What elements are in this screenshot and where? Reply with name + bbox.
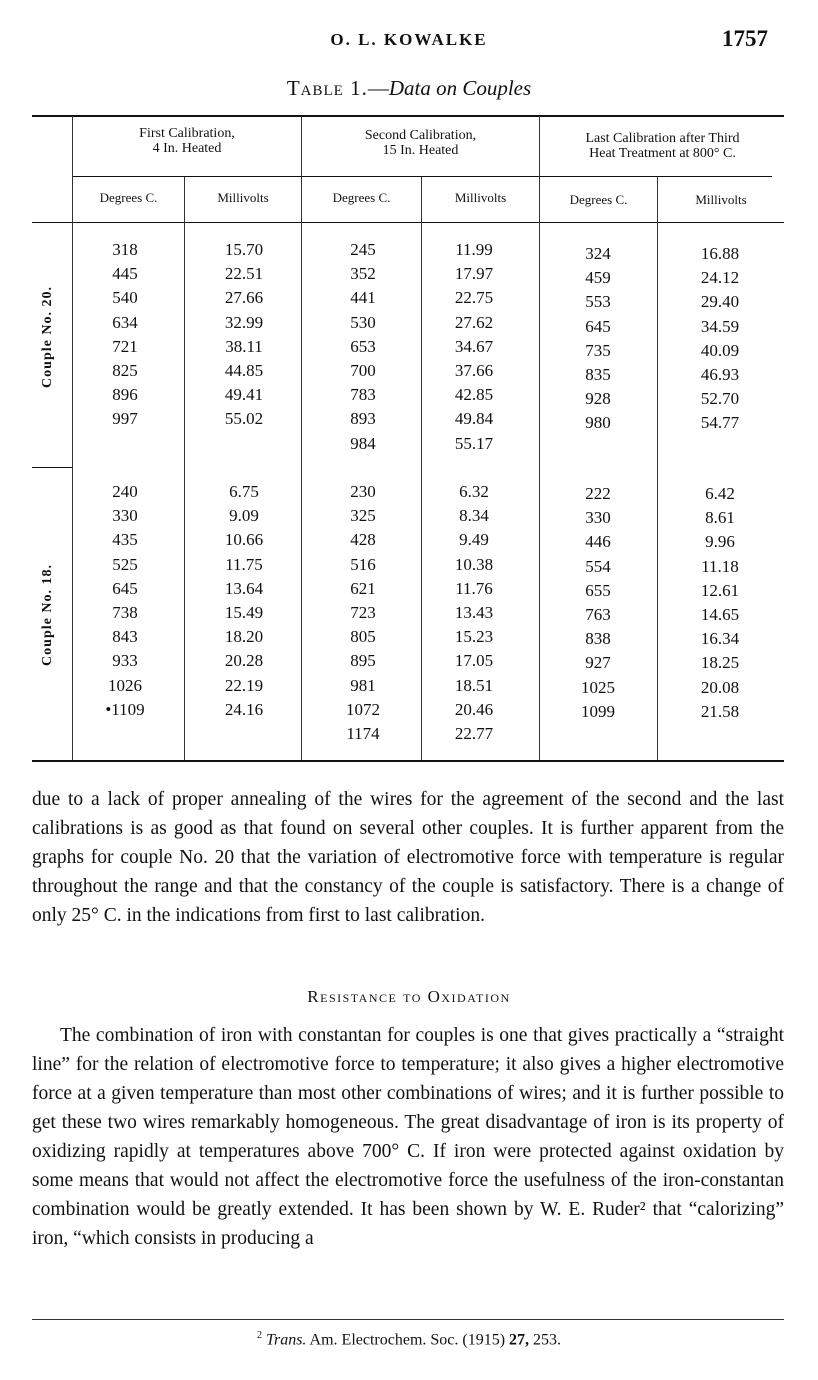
column-header: Degrees C. xyxy=(569,192,628,207)
couple-18-label-text: Couple No. 18. xyxy=(40,564,55,666)
table-cell: 530 xyxy=(350,312,376,332)
table-cell: 984 xyxy=(350,433,376,453)
table-cell: 6.75 xyxy=(229,482,259,501)
group-header-line: First Calibration, xyxy=(139,126,235,141)
block-separator-rule xyxy=(32,467,72,468)
table-cell: 763 xyxy=(585,605,611,624)
table-title-dash: — xyxy=(367,76,389,100)
table-title xyxy=(0,76,818,101)
table-cell: 34.59 xyxy=(700,316,740,336)
running-head xyxy=(0,26,818,56)
table-cell: 46.93 xyxy=(700,365,740,384)
column-divider-2 xyxy=(421,177,422,760)
paragraph-resistance: The combination of iron with constantan for couples is one that gives practically a “straight line” for the relation of electromotive force to temperature; it also gives a higher electromotive force at a given temperature than most other combinations of wires; and it is further possible to get these two wires remarkably homogeneous. The great disadvantage of iron is its property of oxidizing rapidly at temperatures above 700° C. If iron were protected against oxidation by some means that would not affect the electromotive force the usefulness of the iron-constantan combination would be greatly extended. It has been shown by W. E. Ruder² that “calorizing” iron, “which consists in producing a xyxy=(32,1025,784,1249)
table-cell: 459 xyxy=(585,268,611,288)
page-number: 1757 xyxy=(722,26,768,51)
table-cell: 721 xyxy=(112,336,138,356)
table-cell: 997 xyxy=(112,409,138,429)
table-cell: 805 xyxy=(350,627,376,647)
table-cell: 15.70 xyxy=(224,240,264,259)
table-cell: 1026 xyxy=(108,675,142,695)
footnote-journal: Trans. xyxy=(265,1331,307,1349)
table-cell: 230 xyxy=(350,482,376,501)
table-cell: 525 xyxy=(112,554,138,574)
table-cell: 655 xyxy=(585,580,611,600)
table-cell: 441 xyxy=(350,288,376,308)
footnote xyxy=(0,1330,818,1349)
table-cell: 330 xyxy=(112,506,138,526)
column-header: Degrees C. xyxy=(99,190,158,205)
group-header-line: Last Calibration after Third xyxy=(585,131,740,146)
table-cell: 27.66 xyxy=(224,288,264,308)
table-cell: 928 xyxy=(585,389,611,409)
table-cell: 17.05 xyxy=(454,651,494,671)
table-cell: 8.61 xyxy=(705,508,735,528)
table-cell: 516 xyxy=(350,554,376,574)
table-cell: 22.75 xyxy=(454,288,494,308)
table-cell: 245 xyxy=(350,240,376,259)
table-cell: 17.97 xyxy=(454,264,494,284)
table-cell: 700 xyxy=(350,361,376,380)
table-cell: 895 xyxy=(350,651,376,671)
table-cell: 38.11 xyxy=(225,336,263,356)
table-cell: 49.84 xyxy=(454,409,494,429)
table-cell: 893 xyxy=(350,409,376,429)
table-cell: 9.96 xyxy=(705,532,735,552)
table-cell: 738 xyxy=(112,603,138,622)
table-cell: 428 xyxy=(350,530,376,550)
table-cell: 44.85 xyxy=(224,361,264,380)
table-cell: 22.77 xyxy=(454,724,494,743)
footnote-volume: 27, xyxy=(509,1331,530,1349)
table-cell: 22.19 xyxy=(224,675,264,695)
table-cell: 352 xyxy=(350,264,376,284)
footnote-text: Am. Electrochem. Soc. (1915) xyxy=(306,1331,510,1349)
table-left-border xyxy=(72,116,73,760)
table-cell: 16.88 xyxy=(700,244,740,263)
header-mid-rule xyxy=(72,176,772,177)
table-cell: 11.99 xyxy=(455,240,493,259)
column-header: Millivolts xyxy=(217,190,269,205)
table-cell: 20.08 xyxy=(700,677,740,697)
table-cell: 645 xyxy=(112,578,138,598)
table-cell: 32.99 xyxy=(224,312,264,332)
table-cell: 1025 xyxy=(581,677,615,697)
table-cell: 29.40 xyxy=(700,292,740,312)
table-cell: 12.61 xyxy=(700,580,740,600)
table-cell: 24.16 xyxy=(224,699,264,719)
footnote-pages: 253. xyxy=(529,1331,562,1349)
table-cell: 34.67 xyxy=(454,336,494,356)
table-cell: 645 xyxy=(585,316,611,336)
table-cell: 825 xyxy=(112,361,138,380)
table-top-rule xyxy=(32,115,784,117)
table-cell: 52.70 xyxy=(700,389,740,409)
group-header-line: 4 In. Heated xyxy=(152,141,222,156)
table-cell: 10.66 xyxy=(224,530,264,550)
table-cell: 13.64 xyxy=(224,578,264,598)
table-cell: 843 xyxy=(112,627,138,647)
table-cell: 653 xyxy=(350,336,376,356)
column-divider-3 xyxy=(657,177,658,760)
table-cell: 20.28 xyxy=(224,651,264,671)
table-cell: 6.42 xyxy=(705,484,735,503)
group-header-second xyxy=(303,128,538,158)
table-cell: 21.58 xyxy=(700,701,740,721)
table-cell: 446 xyxy=(585,532,611,552)
section-heading: Resistance to Oxidation xyxy=(307,987,511,1006)
table-cell: 14.65 xyxy=(700,605,740,624)
table-cell: 835 xyxy=(585,365,611,384)
table-cell: •1109 xyxy=(105,699,145,719)
table-cell: 981 xyxy=(350,675,376,695)
author-name: O. L. KOWALKE xyxy=(330,30,488,49)
table-cell: 18.25 xyxy=(700,653,740,673)
table-cell: 927 xyxy=(585,653,611,673)
table-cell: 20.46 xyxy=(454,699,494,719)
group-header-line: Heat Treatment at 800° C. xyxy=(589,146,736,161)
table-cell: 783 xyxy=(350,385,376,405)
table-cell: 735 xyxy=(585,340,611,360)
table-cell: 16.34 xyxy=(700,629,740,649)
table-cell: 49.41 xyxy=(224,385,264,405)
table-cell: 15.49 xyxy=(224,603,264,622)
table-cell: 896 xyxy=(112,385,138,405)
table-cell: 24.12 xyxy=(700,268,740,288)
footnote-marker: 2 xyxy=(256,1330,262,1341)
table-cell: 325 xyxy=(350,506,376,526)
table-title-prefix: Table 1. xyxy=(286,76,368,100)
table-cell: 9.09 xyxy=(229,506,259,526)
table-cell: 222 xyxy=(585,484,611,503)
table-cell: 9.49 xyxy=(459,530,489,550)
table-cell: 6.32 xyxy=(459,482,489,501)
table-cell: 330 xyxy=(585,508,611,528)
couple-20-label-text: Couple No. 20. xyxy=(40,286,55,388)
header-bottom-rule xyxy=(32,222,784,223)
table-cell: 838 xyxy=(585,629,611,649)
table-cell: 11.18 xyxy=(701,556,739,576)
table-cell: 18.20 xyxy=(224,627,264,647)
group-divider-2 xyxy=(539,116,540,760)
table-cell: 11.76 xyxy=(455,578,493,598)
table-cell: 980 xyxy=(585,413,611,433)
table-cell: 933 xyxy=(112,651,138,671)
table-cell: 324 xyxy=(585,244,611,263)
table-cell: 318 xyxy=(112,240,138,259)
column-header: Millivolts xyxy=(695,192,747,207)
table-cell: 435 xyxy=(112,530,138,550)
column-header: Millivolts xyxy=(454,190,507,205)
table-cell: 15.23 xyxy=(454,627,494,647)
table-cell: 10.38 xyxy=(454,554,494,574)
table-cell: 723 xyxy=(350,603,376,622)
table-bottom-rule xyxy=(32,760,784,762)
table-cell: 55.17 xyxy=(454,433,494,453)
table-cell: 42.85 xyxy=(454,385,494,405)
column-divider-1 xyxy=(184,177,185,760)
table-cell: 13.43 xyxy=(454,603,494,622)
table-cell: 240 xyxy=(112,482,138,501)
table-title-italic: Data on Couples xyxy=(388,76,532,100)
table-cell: 1174 xyxy=(346,724,380,743)
table-cell: 553 xyxy=(585,292,611,312)
table-cell: 54.77 xyxy=(700,413,740,433)
table-cell: 40.09 xyxy=(700,340,740,360)
table-cell: 27.62 xyxy=(454,312,494,332)
column-header: Degrees C. xyxy=(332,190,391,205)
paragraph-continuation: due to a lack of proper annealing of the wires for the agreement of the second and the last calibrations is as good as that found on several other couples. It is further apparent from the graphs for couple No. 20 that the variation of electromotive force with temperature is regular throughout the range and that the constancy of the couple is satisfactory. There is a change of only 25° C. in the indications from first to last calibration. xyxy=(32,789,784,926)
table-cell: 1099 xyxy=(581,701,615,721)
footnote-rule xyxy=(32,1319,784,1320)
table-cell: 8.34 xyxy=(459,506,489,526)
table-cell: 37.66 xyxy=(454,361,494,380)
table-cell: 55.02 xyxy=(224,409,264,429)
table-cell: 22.51 xyxy=(224,264,264,284)
group-header-line: 15 In. Heated xyxy=(382,143,459,158)
group-divider-1 xyxy=(301,116,302,760)
table-cell: 1072 xyxy=(346,699,380,719)
table-cell: 621 xyxy=(350,578,376,598)
table-cell: 18.51 xyxy=(454,675,494,695)
group-header-last xyxy=(541,131,784,161)
group-header-line: Second Calibration, xyxy=(364,128,477,143)
table-cell: 554 xyxy=(585,556,611,576)
table-cell: 540 xyxy=(112,288,138,308)
table-cell: 634 xyxy=(112,312,138,332)
table-cell: 445 xyxy=(112,264,138,284)
group-header-first xyxy=(74,126,300,156)
table-cell: 11.75 xyxy=(225,554,263,574)
